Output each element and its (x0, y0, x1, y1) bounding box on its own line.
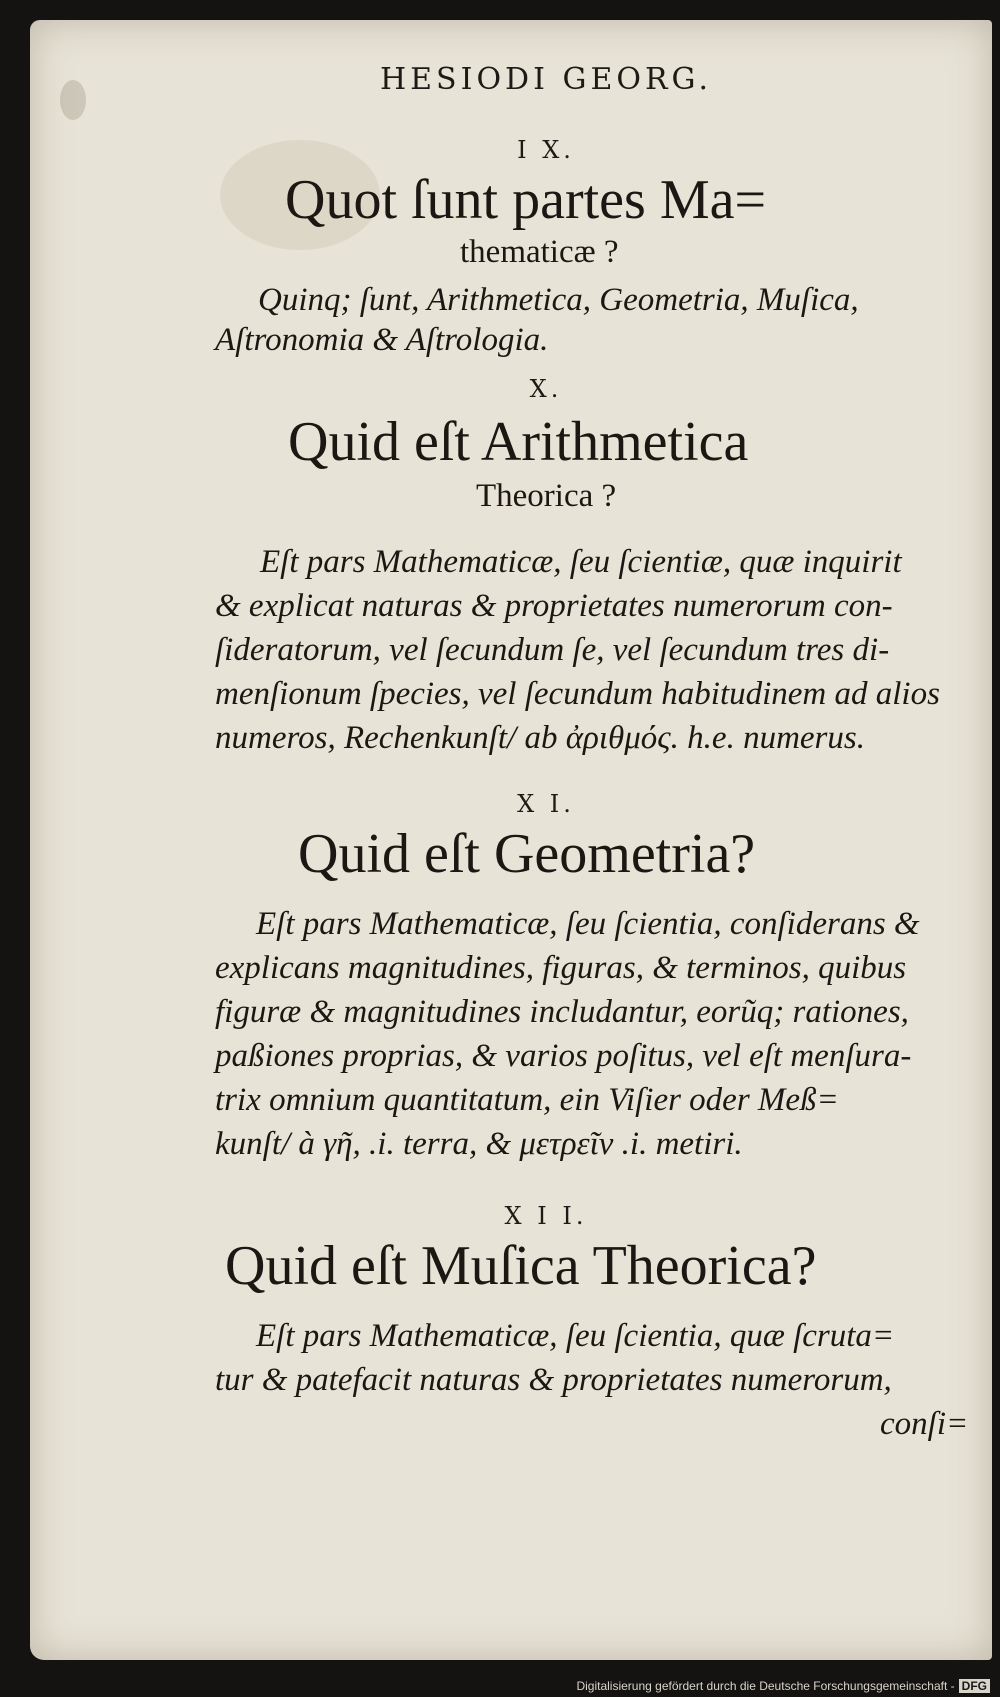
question-heading: thematicæ ? (460, 234, 619, 270)
question-heading: Theorica ? (476, 478, 617, 514)
section-number: X. (529, 375, 563, 403)
book-page (30, 20, 992, 1660)
section-number: X I I. (504, 1202, 588, 1230)
answer-line: kunſt/ à γῆ, .i. terra, & μετρεῖν .i. metiri. (215, 1126, 743, 1162)
answer-line: Quinq; ſunt, Arithmetica, Geometria, Muſica, (258, 282, 859, 318)
question-heading: Quid eſt Muſica Theorica? (225, 1235, 817, 1297)
question-heading: Quid eſt Geometria? (298, 823, 756, 885)
answer-line: ſideratorum, vel ſecundum ſe, vel ſecundum tres di- (215, 632, 890, 668)
section-number: X I. (517, 790, 575, 818)
question-heading: Quid eſt Arithmetica (288, 411, 749, 473)
answer-line: Eſt pars Mathematicæ, ſeu ſcientiæ, quæ inquirit (260, 544, 902, 580)
answer-line: numeros, Rechenkunſt/ ab ἀριθμός. h.e. numerus. (215, 720, 865, 756)
answer-line: figuræ & magnitudines includantur, eorũq; rationes, (215, 994, 909, 1030)
answer-line: Eſt pars Mathematicæ, ſeu ſcientia, quæ ſcruta= (256, 1318, 895, 1354)
answer-line: explicans magnitudines, figuras, & terminos, quibus (215, 950, 907, 986)
answer-line: trix omnium quantitatum, ein Viſier oder Meß= (215, 1082, 839, 1118)
answer-line: & explicat naturas & proprietates numerorum con- (215, 588, 893, 624)
answer-line: paßiones proprias, & varios poſitus, vel eſt menſura- (215, 1038, 912, 1074)
running-head: HESIODI GEORG. (380, 62, 712, 97)
answer-line: menſionum ſpecies, vel ſecundum habitudinem ad alios (215, 676, 940, 712)
question-heading: Quot ſunt partes Ma= (285, 169, 767, 231)
catchword: conſi= (880, 1406, 969, 1442)
section-number: I X. (517, 136, 575, 164)
digitization-credit (0, 1679, 990, 1693)
dfg-logo: DFG (959, 1679, 990, 1693)
credit-text: Digitalisierung gefördert durch die Deutsche Forschungsgemeinschaft - (576, 1679, 955, 1693)
answer-line: Eſt pars Mathematicæ, ſeu ſcientia, conſiderans & (256, 906, 920, 942)
answer-line: tur & patefacit naturas & proprietates numerorum, (215, 1362, 892, 1398)
answer-line: Aſtronomia & Aſtrologia. (215, 322, 549, 358)
